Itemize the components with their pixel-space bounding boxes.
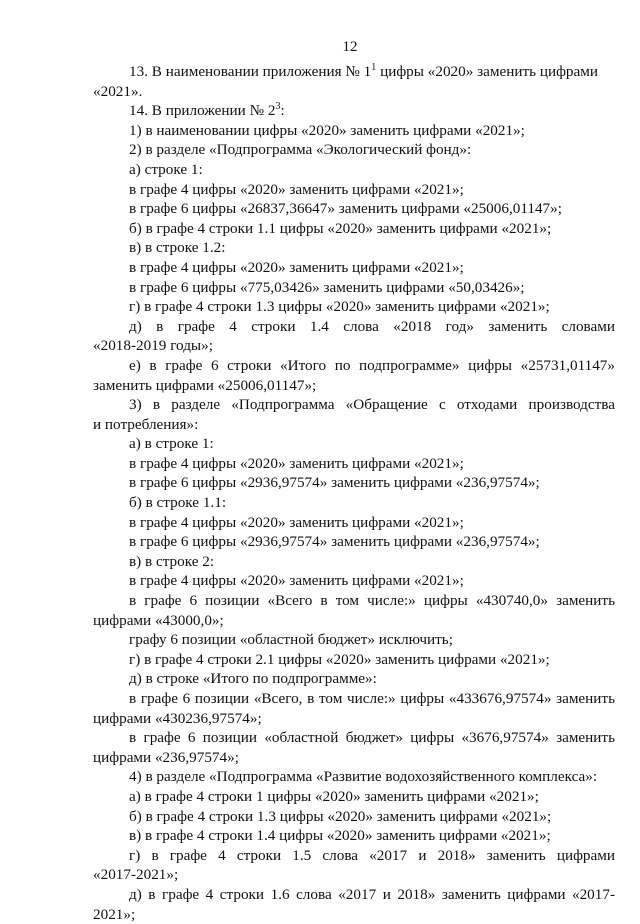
line-text: цифрами «236,97574»; (93, 748, 239, 766)
text-line (93, 317, 615, 337)
line-text: в графе 4 цифры «2020» заменить цифрами «2021»; (129, 572, 464, 590)
line-text: заменить цифрами «25006,01147»; (93, 376, 317, 394)
text-line (93, 826, 615, 846)
page-number: 12 (342, 39, 358, 55)
line-text: «2018-2019 годы»; (93, 337, 213, 355)
line-text: 13. В наименовании приложения № 1 (129, 63, 372, 80)
text-line (93, 552, 615, 572)
line-text: б) в графе 4 строки 1.1 цифры «2020» заменить цифрами «2021»; (129, 219, 552, 237)
line-text: и потребления»: (93, 415, 199, 433)
line-text: цифрами «43000,0»; (93, 611, 224, 629)
text-line (93, 278, 615, 298)
text-line (93, 101, 615, 121)
line-text: д) в строке «Итого по подпрограмме»: (129, 670, 377, 688)
text-line (93, 493, 615, 513)
line-text: «2021». (93, 82, 143, 100)
line-text: в графе 4 цифры «2020» заменить цифрами «2021»; (129, 454, 464, 472)
text-line (93, 846, 615, 866)
line-text: 14. В приложении № 2 (129, 102, 276, 120)
text-line (93, 258, 615, 278)
text-line (93, 473, 615, 493)
line-text: в графе 6 позиции «Всего, в том числе:» цифры «433676,97574» заменить (129, 690, 615, 707)
line-text: д) в графе 4 строки 1.6 слова «2017 и 2018» заменить цифрами «2017- (129, 885, 615, 903)
text-line (93, 905, 615, 924)
text-line (93, 62, 615, 82)
line-text: цифрами «430236,97574»; (93, 709, 262, 727)
text-line (93, 767, 615, 787)
text-line (93, 591, 615, 611)
text-line (93, 650, 615, 670)
superscript: 3 (275, 101, 281, 113)
line-text: г) в графе 4 строки 2.1 цифры «2020» заменить цифрами «2021»; (129, 650, 550, 668)
line-text: 2) в разделе «Подпрограмма «Экологический фонд»: (129, 141, 472, 159)
line-text: в графе 4 цифры «2020» заменить цифрами «2021»; (129, 258, 464, 276)
line-text: е) в графе 6 строки «Итого по подпрограмме» цифры «25731,01147» (129, 356, 615, 374)
text-line (93, 82, 615, 102)
text-line (93, 219, 615, 239)
text-line (93, 180, 615, 200)
line-text: а) в строке 1: (129, 435, 214, 453)
text-line (93, 571, 615, 591)
text-line (93, 689, 615, 709)
superscript: 1 (371, 61, 377, 73)
text-line (93, 709, 615, 729)
line-text: в) в строке 1.2: (129, 239, 226, 257)
line-text: в графе 6 позиции «областной бюджет» цифры «3676,97574» заменить (129, 729, 615, 747)
line-text: в графе 6 позиции «Всего в том числе:» цифры «430740,0» заменить (129, 592, 615, 610)
text-line (93, 395, 615, 415)
line-text-continued: цифры «2020» заменить цифрами (376, 63, 598, 80)
line-text: а) в графе 4 строки 1 цифры «2020» заменить цифрами «2021»; (129, 787, 539, 805)
line-text: г) в графе 4 строки 1.5 слова «2017 и 2018» заменить цифрами (129, 846, 615, 864)
text-line (93, 160, 615, 180)
line-text: в графе 6 цифры «775,03426» заменить цифрами «50,03426»; (129, 278, 525, 296)
text-line (93, 434, 615, 454)
text-line (93, 748, 615, 768)
line-text: 3) в разделе «Подпрограмма «Обращение с отходами производства (129, 396, 615, 414)
text-line (93, 787, 615, 807)
line-text: графу 6 позиции «областной бюджет» исключить; (129, 631, 453, 649)
document-body (93, 62, 615, 924)
line-text: в графе 4 цифры «2020» заменить цифрами «2021»; (129, 180, 464, 198)
line-text: 1) в наименовании цифры «2020» заменить цифрами «2021»; (129, 121, 525, 139)
line-text: «2017-2021»; (93, 866, 179, 884)
line-text: в) в графе 4 строки 1.4 цифры «2020» заменить цифрами «2021»; (129, 827, 551, 845)
text-line (93, 199, 615, 219)
line-text-continued: : (280, 102, 285, 120)
line-text: в графе 6 цифры «26837,36647» заменить цифрами «25006,01147»; (129, 200, 562, 218)
text-line (93, 865, 615, 885)
line-text: д) в графе 4 строки 1.4 слова «2018 год» заменить словами (129, 317, 615, 335)
line-text: 2021»; (93, 905, 136, 923)
text-line (93, 669, 615, 689)
line-text: б) в строке 1.1: (129, 494, 227, 512)
line-text: а) строке 1: (129, 160, 203, 178)
text-line (93, 728, 615, 748)
line-text: в графе 6 цифры «2936,97574» заменить цифрами «236,97574»; (129, 474, 540, 492)
text-line (93, 513, 615, 533)
text-line (93, 121, 615, 141)
line-text: г) в графе 4 строки 1.3 цифры «2020» заменить цифрами «2021»; (129, 298, 550, 316)
text-line (93, 336, 615, 356)
line-text: в графе 6 цифры «2936,97574» заменить цифрами «236,97574»; (129, 533, 540, 551)
text-line (93, 140, 615, 160)
text-line (93, 611, 615, 631)
text-line (93, 532, 615, 552)
line-text: в) в строке 2: (129, 552, 215, 570)
text-line (93, 297, 615, 317)
text-line (93, 630, 615, 650)
line-text: б) в графе 4 строки 1.3 цифры «2020» заменить цифрами «2021»; (129, 807, 552, 825)
text-line (93, 415, 615, 435)
text-line (93, 238, 615, 258)
text-line (93, 807, 615, 827)
text-line (93, 885, 615, 905)
line-text: в графе 4 цифры «2020» заменить цифрами «2021»; (129, 513, 464, 531)
line-text: 4) в разделе «Подпрограмма «Развитие водохозяйственного комплекса»: (129, 768, 598, 786)
text-line (93, 356, 615, 376)
text-line (93, 454, 615, 474)
text-line (93, 376, 615, 396)
